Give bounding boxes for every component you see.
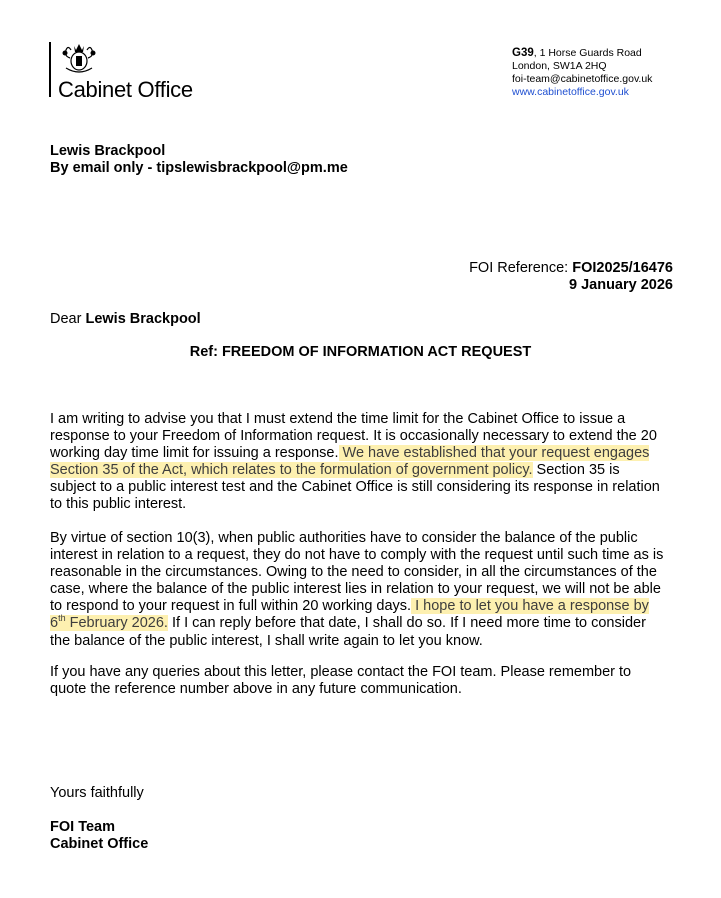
salutation-name: Lewis Brackpool xyxy=(85,311,201,327)
signature-org: Cabinet Office xyxy=(50,836,149,852)
closing: Yours faithfully xyxy=(50,785,144,801)
text-line: subject to a public interest test and the Cabinet Office is still considering its response in relation xyxy=(50,479,660,496)
highlighted-text: I hope to let you have a response by xyxy=(411,598,649,615)
reference-number: FOI2025/16476 xyxy=(572,260,673,276)
recipient-delivery: By email only - tipslewisbrackpool@pm.me xyxy=(50,160,348,176)
salutation xyxy=(50,311,201,327)
date-day: 6 xyxy=(50,615,59,632)
logo-divider xyxy=(49,42,51,97)
organisation-name: Cabinet Office xyxy=(58,77,193,102)
recipient-name: Lewis Brackpool xyxy=(50,143,166,159)
royal-crest-icon xyxy=(60,42,98,76)
address-room: G39 xyxy=(512,47,534,59)
text-line: case, where the balance of the public interest lies in relation to your request, we will not be able xyxy=(50,581,661,598)
text-segment: to respond to your request in full within 20 working days. xyxy=(50,598,412,615)
address-email[interactable]: foi-team@cabinetoffice.gov.uk xyxy=(512,73,653,85)
salutation-prefix: Dear xyxy=(50,311,86,327)
subject-line: Ref: FREEDOM OF INFORMATION ACT REQUEST xyxy=(189,344,532,360)
reference-label: FOI Reference: xyxy=(469,260,573,276)
address-website-link[interactable]: www.cabinetoffice.gov.uk xyxy=(512,86,629,98)
text-line: quote the reference number above in any future communication. xyxy=(50,681,462,698)
text-line: By virtue of section 10(3), when public authorities have to consider the balance of the public xyxy=(50,530,638,546)
signature-team: FOI Team xyxy=(50,819,115,835)
text-line: I am writing to advise you that I must extend the time limit for the Cabinet Office to issue a xyxy=(50,411,626,427)
text-line: If you have any queries about this letter, please contact the FOI team. Please remember to xyxy=(50,664,632,680)
text-line: response to your Freedom of Information request. It is occasionally necessary to extend the 20 xyxy=(50,428,657,445)
text-segment: Section 35 is xyxy=(532,462,620,479)
highlighted-text: We have established that your request engages xyxy=(338,445,650,462)
recipient-block xyxy=(50,143,348,177)
text-line: to this public interest. xyxy=(50,496,187,513)
text-segment: working day time limit for issuing a response. xyxy=(50,445,339,462)
paragraph-3 xyxy=(50,664,680,698)
date-ordinal: th xyxy=(58,613,66,624)
text-segment: If I can reply before that date, I shall do so. If I need more time to consider xyxy=(167,615,646,632)
text-line: the balance of the public interest, I shall write again to let you know. xyxy=(50,632,483,649)
highlighted-text: Section 35 of the Act, which relates to the formulation of government policy. xyxy=(50,462,533,479)
date-rest: February 2026. xyxy=(65,615,168,632)
text-line: reasonable in the circumstances. Owing to the need to consider, in all the circumstances of the xyxy=(50,564,657,581)
highlighted-date xyxy=(50,615,168,631)
text-line: interest in relation to a request, they do not have to comply with the request until such time as is xyxy=(50,547,664,564)
reference-block xyxy=(469,260,673,294)
address-city: London, SW1A 2HQ xyxy=(512,60,607,72)
address-street: 1 Horse Guards Road xyxy=(539,47,642,59)
letter-date: 9 January 2026 xyxy=(569,277,673,293)
paragraph-1 xyxy=(50,411,680,514)
paragraph-2 xyxy=(50,530,680,650)
signature-block xyxy=(50,819,148,853)
sender-address: G39, 1 Horse Guards Road London, SW1A 2HQ foi-team@cabinetoffice.gov.uk www.cabinetoffice.gov.uk xyxy=(512,47,653,98)
